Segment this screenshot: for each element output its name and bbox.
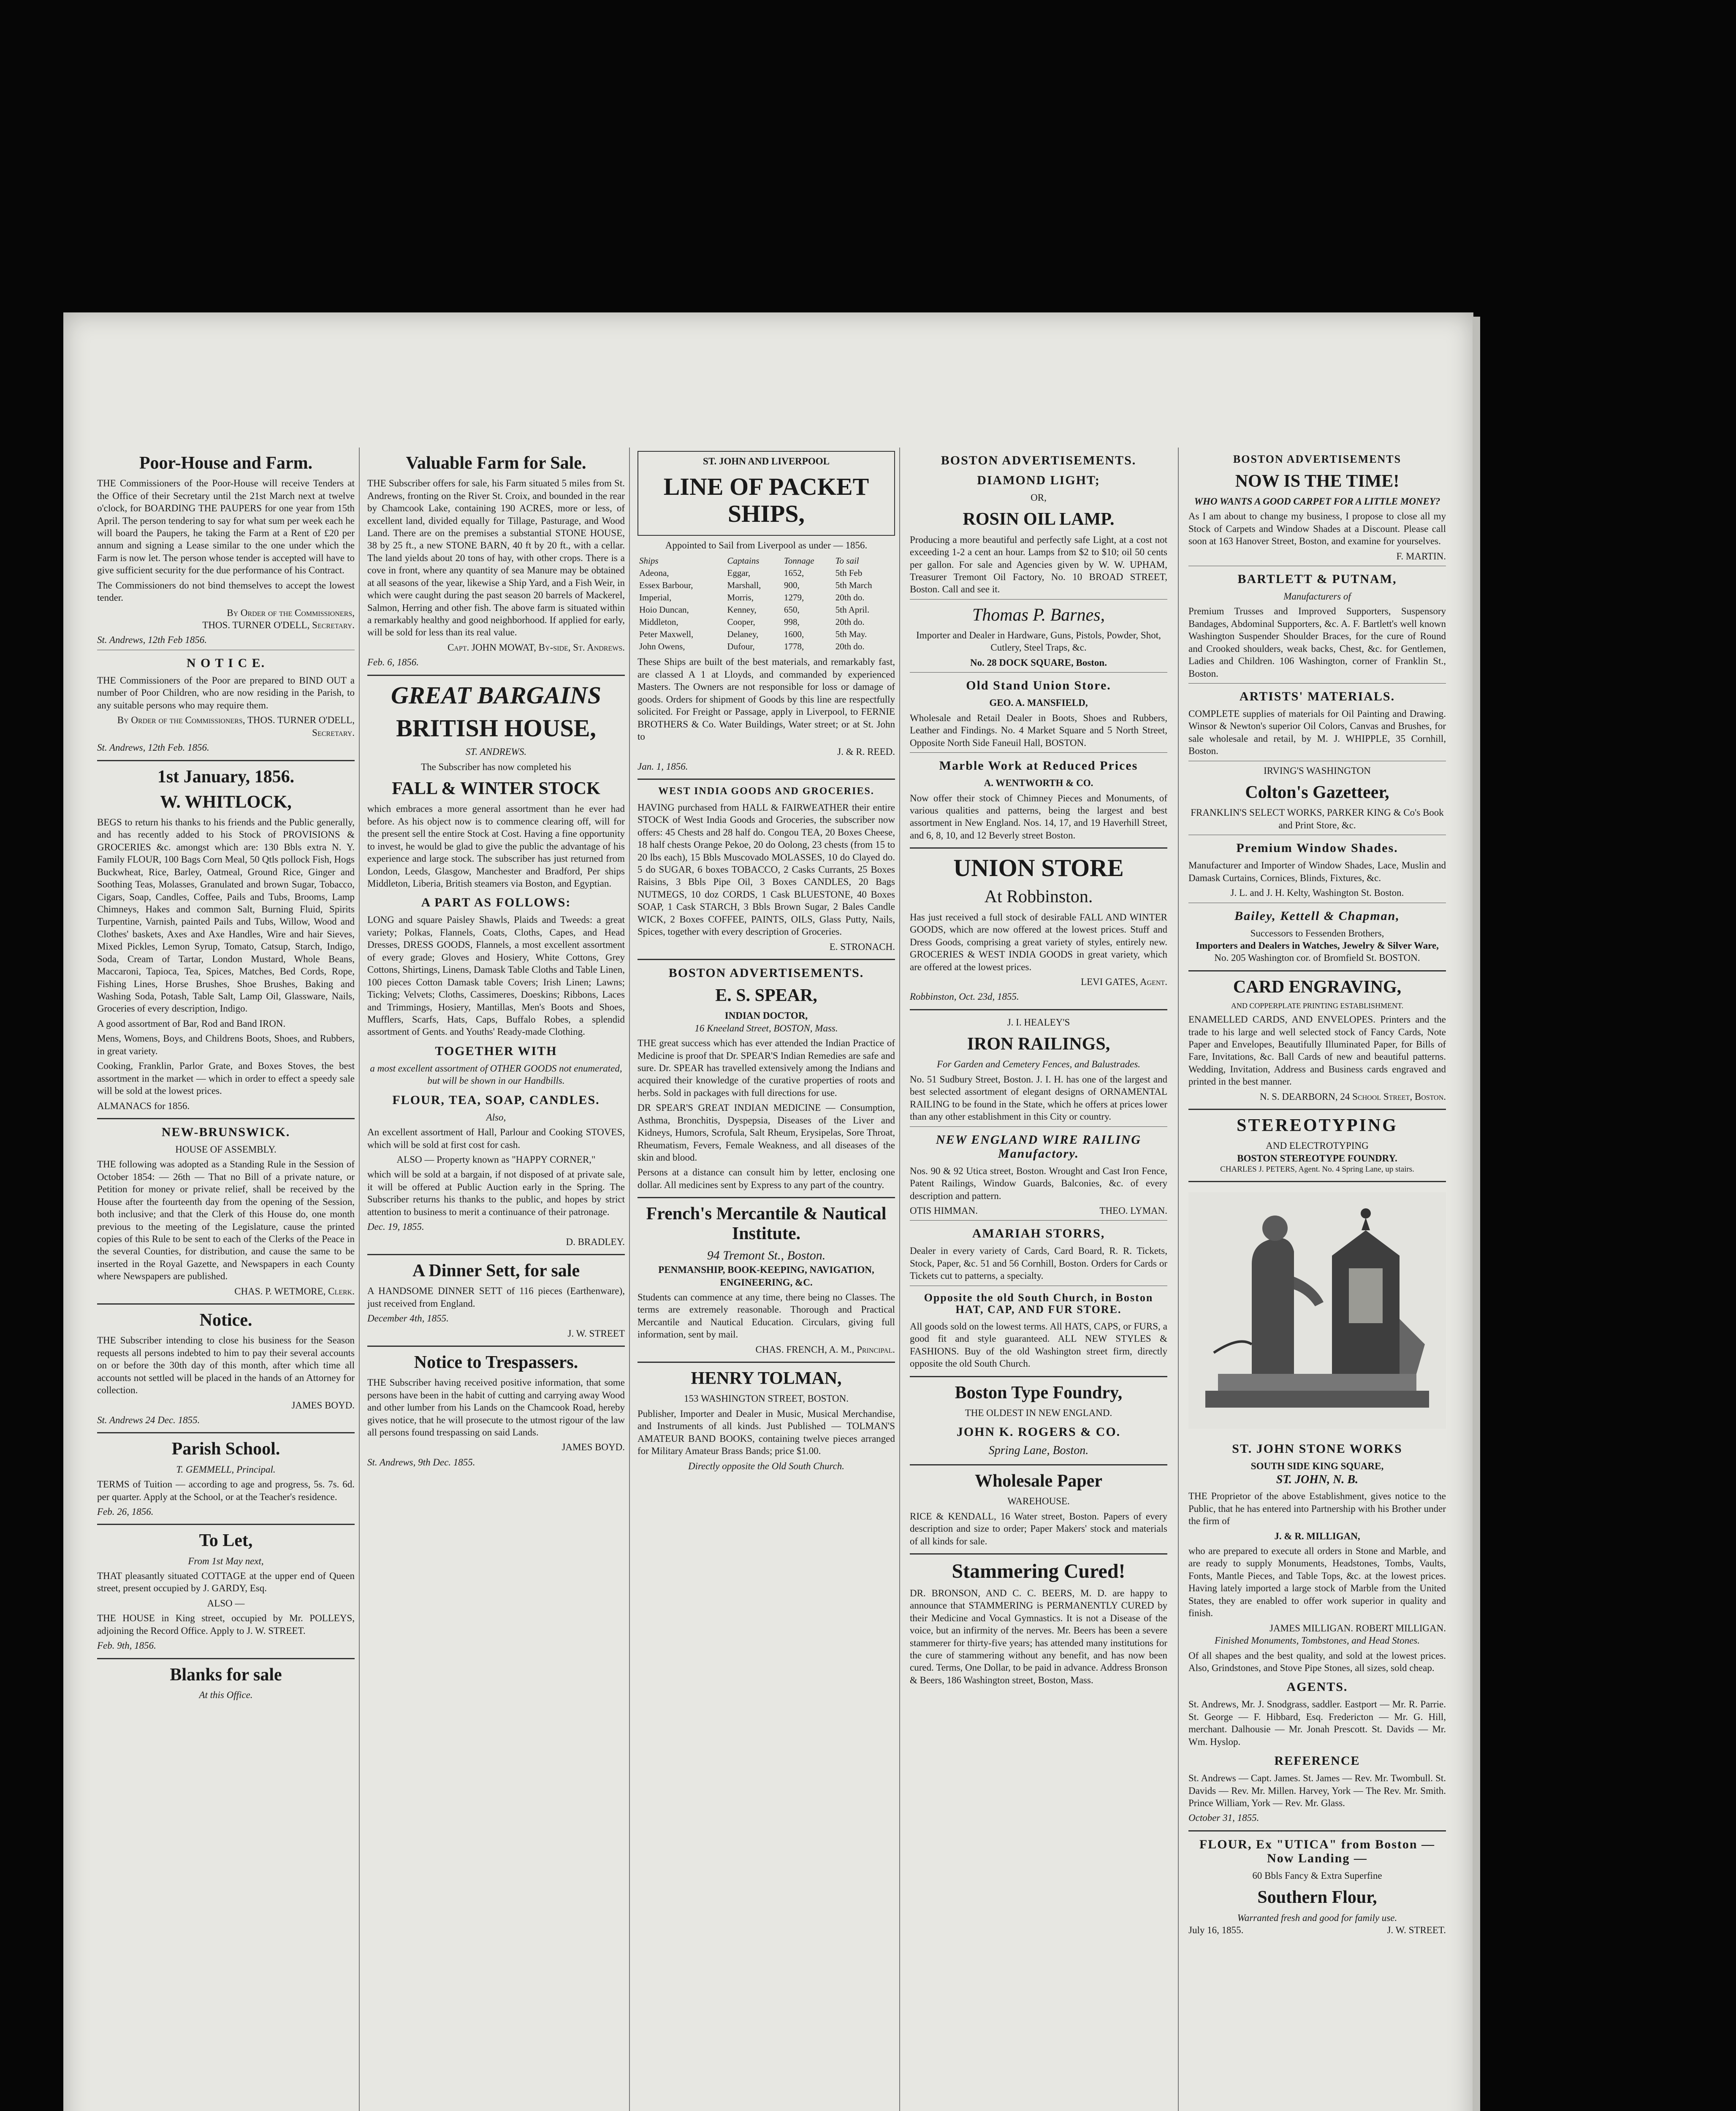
col-header: Ships: [639, 556, 659, 566]
stone-firm: J. & R. MILLIGAN,: [1274, 1530, 1360, 1541]
barnes-addr: No. 28 DOCK SQUARE, Boston.: [970, 657, 1107, 668]
ustore-sub: At Robbinston.: [984, 887, 1093, 907]
column-rule: [899, 448, 900, 2111]
agents-title: AGENTS.: [1286, 1680, 1348, 1694]
wi-sig: E. STRONACH.: [829, 941, 895, 952]
flour-note: Warranted fresh and good for family use.: [1237, 1912, 1397, 1923]
barnes-body: Importer and Dealer in Hardware, Guns, Pistols, Powder, Shot, Cutlery, Steel Traps, &c.: [916, 630, 1161, 653]
ustore-date: Robbinston, Oct. 23d, 1855.: [910, 991, 1019, 1002]
shade-sig: J. L. and J. H. Kelty, Washington St. Boston.: [1230, 887, 1404, 898]
tolman-name: HENRY TOLMAN,: [691, 1369, 842, 1389]
type-title: Boston Type Foundry,: [955, 1383, 1123, 1403]
bailey-addr: No. 205 Washington cor. of Bromfield St. BOSTON.: [1214, 952, 1420, 963]
flour-body: 60 Bbls Fancy & Extra Superfine: [1252, 1870, 1382, 1881]
dinner-body: A HANDSOME DINNER SETT of 116 pieces (Earthenware), just received from England.: [367, 1286, 625, 1309]
bargains-body2: An excellent assortment of Hall, Parlour and Cooking STOVES, which will be sold at first cost for cash.: [367, 1127, 625, 1150]
tres-body: THE Subscriber having received positive information, that some persons have been in the habit of cutting and carrying away Wood and other lumber from his Lands on the Chamcook Road, hereby gives notice, that he will prosecute to the utmost rigour of the law all persons found trespassing on said Lands.: [367, 1377, 625, 1438]
table-row: Peter Maxwell, Delaney, 1600, 5th May.: [639, 629, 867, 639]
tres-sig: JAMES BOYD.: [561, 1442, 625, 1453]
bailey-body: Importers and Dealers in Watches, Jewelry & Silver Ware,: [1196, 940, 1439, 951]
stam-body: DR. BRONSON, AND C. C. BEERS, M. D. are happy to announce that STAMMERING is PERMANENTLY CURED by their Medicine and Vocal Gymnastics. It is not a Disease of the voice, but an infirmity of the nerves. Mr. Beers has been a severe stammerer for thirty-five years; has attended many institutions for the cure of stammering without any benefit, and has now been cured. Terms, One Dollar, to be paid in advance. Address Bronson & Beers, 186 Washington street, Boston, Mass.: [910, 1587, 1167, 1685]
line-title: LINE OF PACKET SHIPS,: [663, 473, 869, 528]
table-row: Hoio Duncan, Kenney, 650, 5th April.: [639, 604, 870, 615]
line-agent: J. & R. REED.: [837, 746, 895, 757]
agents-list: St. Andrews, Mr. J. Snodgrass, saddler. Eastport — Mr. R. Parrie. St. George — F. Hibbard, Esq. Fredericton — Mr. G. Hill, merchant. Dalhousie — Mr. Jonah Prescott. St. Davids — Mr. Wm. Hyslop.: [1188, 1699, 1446, 1747]
marble-name: A. WENTWORTH & CO.: [984, 778, 1093, 789]
french-body: Students can commence at any time, there being no Classes. The terms are extremely reasonable. Thorough and Practical Mercantile and Nautical Education. Circulars, giving full information, sent by mail.: [637, 1292, 895, 1340]
dinner-date: December 4th, 1855.: [367, 1313, 449, 1324]
storrs-title: AMARIAH STORRS,: [972, 1226, 1105, 1241]
col-header: Captains: [727, 556, 760, 566]
lamp-body: Producing a more beautiful and perfectly safe Light, at a cost not exceeding 1-2 a cent an hour. Lamps from $2 to $10; oil 50 cents per gallon. For sale and Agencies given by W. W. UPHAM, Treasurer Tremont Oil Factory, No. 10 BROAD STREET, Boston. Call and see it.: [910, 534, 1167, 595]
ustore-sig: LEVI GATES, Agent.: [1081, 976, 1167, 987]
wire-sig2: THEO. LYMAN.: [1099, 1205, 1167, 1216]
spear-book: DR SPEAR'S GREAT INDIAN MEDICINE — Consumption, Asthma, Bronchitis, Dyspepsia, Diseases of the Liver and Kidneys, Humors, Scrofula, Salt Rheum, Erysipelas, Sore Throat, Rheumatism, Fevers, Female Weakness, and all diseases of the skin and blood.: [637, 1102, 895, 1163]
barnes-name: Thomas P. Barnes,: [972, 605, 1105, 625]
let-sub: From 1st May next,: [188, 1555, 264, 1566]
ref-date: October 31, 1855.: [1188, 1813, 1259, 1823]
flour-sig: J. W. STREET.: [1387, 1924, 1446, 1935]
col-header: Tonnage: [784, 556, 814, 566]
school-sub: T. GEMMELL, Principal.: [176, 1464, 276, 1475]
stone-title: ST. JOHN STONE WORKS: [1232, 1442, 1402, 1456]
column-rule: [629, 448, 630, 2111]
lamp-or: OR,: [1031, 492, 1047, 503]
bos-title-4: BOSTON ADVERTISEMENTS.: [941, 453, 1137, 467]
bos-title-3: BOSTON ADVERTISEMENTS.: [668, 966, 864, 980]
artist-body: COMPLETE supplies of materials for Oil Painting and Drawing. Winsor & Newton's superior Oil Colors, Canvas and Brushes, for sale wholesale and retail, by M. J. WHIPPLE, 35 Cornhill, Boston.: [1188, 708, 1446, 757]
stone-sig: JAMES MILLIGAN. ROBERT MILLIGAN.: [1269, 1623, 1446, 1633]
whitlock-name: W. WHITLOCK,: [160, 792, 292, 812]
paper-title: Wholesale Paper: [974, 1471, 1103, 1491]
poorhouse-note: The Commissioners do not bind themselves to accept the lowest tender.: [97, 580, 355, 603]
wi-body: HAVING purchased from HALL & FAIRWEATHER their entire STOCK of West India Goods and Groceries, the subscriber now offers: 45 Chests and 28 half do. Congou TEA, 20 Boxes Cheese, 18 half chests Orange Pekoe, 20 do Oolong, 23 chests (from 15 to 20 lbs each), 15 Bbls Muscovado MOLASSES, 10 do Clayed do. 5 do SUGAR, 6 boxes TOBACCO, 2 Casks Currants, 25 Boxes Raisins, 3 Bbls Pipe Oil, 3 Boxes CANDLES, 20 Bags NUTMEGS, 10 doz CORDS, 1 Cask BLUESTONE, 40 Boxes SOAP, 1 Cask STARCH, 3 Bbls Brown Sugar, 2 Bales Candle WICK, 2 Boxes COFFEE, PAINTS, OILS, Glass Putty, Nails, Spices, together with every description of Groceries.: [637, 802, 895, 937]
school-title: Parish School.: [171, 1439, 280, 1459]
stone-works-illustration: [1188, 1192, 1446, 1429]
bart-title: BARTLETT & PUTNAM,: [1237, 572, 1397, 586]
type-name: JOHN K. ROGERS & CO.: [956, 1425, 1121, 1439]
bailey-title: Bailey, Kettell & Chapman,: [1234, 909, 1400, 923]
bos-title-5: BOSTON ADVERTISEMENTS: [1233, 453, 1402, 465]
let-body1: THAT pleasantly situated COTTAGE at the upper end of Queen street, present occupied by J. GARDY, Esq.: [97, 1571, 355, 1594]
nb-title: NEW-BRUNSWICK.: [161, 1125, 290, 1139]
line-body: These Ships are built of the best materials, and remarkably fast, are classed A 1 at Lloyds, and commanded by experienced Masters. The Owners are not responsible for loss or damage of goods. Orders for shipment of Goods by this line are respectfully solicited. For Freight or Passage, apply in Liverpool, to FERNIE BROTHERS & Co. Water Buildings, Water street; or at St. John to: [637, 657, 895, 742]
bargains-intro: The Subscriber has now completed his: [421, 761, 571, 772]
bargains-town: ST. ANDREWS.: [465, 746, 527, 757]
column-5: [1188, 448, 1446, 1936]
school-date: Feb. 26, 1856.: [97, 1506, 154, 1517]
column-rule: [1178, 448, 1179, 2111]
tolman-note: Directly opposite the Old South Church.: [688, 1460, 845, 1471]
nb-body: THE following was adopted as a Standing Rule in the Session of October 1854: — 26th — That no Bill of a private nature, or Petition for money or private relief, shall be received by the House after the fourteenth day from the opening of the Session, both inclusive; and that the Clerk of this House do, one month previous to the meeting of the Legislature, cause the printed copies of this Rule to be sent to each of the Clerks of the Peace in the several Counties, for distribution, and cause the same to be inserted in the Royal Gazette, and Newspapers in each County where Newspapers are published.: [97, 1159, 355, 1282]
farm-body: THE Subscriber offers for sale, his Farm situated 5 miles from St. Andrews, fronting on the River St. Croix, and bounded in the rear by Chamcook Lake, containing 190 ACRES, more or less, of excellent land, divided equally for Tillage, Pasturage, and Wood Land. There are on the premises a substantial STONE HOUSE, 38 by 25 ft., a new STONE BARN, 40 ft by 20 ft., with a cellar. The land yields about 20 tons of hay, with other crops. There is a cove in front, where any quantity of sea Manure may be obtained at all seasons of the year, likewise a Ship Yard, and a Fish Weir, in which were caught during the past season 20 barrels of Mackerel, Salmon, Herring and other fish. The above farm is situated within a remarkably healthy and good neighborhood. If applied for early, will be sold for less than its real value.: [367, 478, 625, 638]
storrs-body: Dealer in every variety of Cards, Card Board, R. R. Tickets, Stock, Paper, &c. 51 and 56 Cornhill, Boston. Orders for Cards or Tickets cut to patterns, a specialty.: [910, 1245, 1167, 1281]
whitlock-body: BEGS to return his thanks to his friends and the Public generally, and has recently added to his Stock of PROVISIONS & GROCERIES &c. amongst which are: 130 Bbls extra N. Y. Family FLOUR, 100 Bags Corn Meal, 50 Qtls pollock Fish, Hogs Buckwheat, Rice, Barley, Oatmeal, Ground Rice, Ginger and Soothing Teas, Molasses, Granulated and brown Sugar, Tobacco, Cigars, Soap, Candles, Coffee, Pails and Tubs, Brooms, Lamp Chimneys, Hakes and common Salt, Burning Fluid, Spirits Turpentine, Varnish, painted Pails and Tubs, Willow, Wood and Clothes' baskets, Axes and Axe Handles, Wire and hair Sieves, Mixed Pickles, Lemon Syrup, Tomato, Catsup, Starch, Indigo, Soda, Cream of Tartar, London Mustard, Whole Beans, Maccaroni, Tapioca, Tea, Spices, Matches, Bed Cords, Rope, Fishing Lines, Horse Brushes, Shoe Brushes, Baking and Washing Soda, Potash, Table Salt, Lamp Oil, Glassware, Nails, Groceries of every description, Indigo.: [97, 817, 355, 1014]
paper-sub: WAREHOUSE.: [1007, 1496, 1070, 1507]
french-sub: PENMANSHIP, BOOK-KEEPING, NAVIGATION, ENGINEERING, &C.: [658, 1264, 874, 1288]
farm-title: Valuable Farm for Sale.: [406, 453, 586, 473]
bargains-sig: D. BRADLEY.: [566, 1236, 625, 1247]
spear-note: Persons at a distance can consult him by letter, enclosing one dollar. All medicines sent by Express to any part of the country.: [637, 1167, 895, 1190]
school-body: TERMS of Tuition — according to age and progress, 5s. 7s. 6d. per quarter. Apply at the School, or at the Teacher's residence.: [97, 1479, 355, 1502]
farm-sig: Capt. JOHN MOWAT, By-side, St. Andrews.: [447, 642, 625, 653]
spear-title: INDIAN DOCTOR,: [724, 1010, 808, 1021]
artist-title: ARTISTS' MATERIALS.: [1239, 689, 1395, 704]
wire-body: Nos. 90 & 92 Utica street, Boston. Wrought and Cast Iron Fence, Patent Railings, Window Guards, Balconies, &c. of every description and pattern.: [910, 1165, 1167, 1201]
column-1: [97, 448, 355, 1701]
column-4: [910, 448, 1167, 1689]
bargains-part: A PART AS FOLLOWS:: [421, 895, 571, 910]
irving-title: IRVING'S WASHINGTON: [1264, 765, 1371, 776]
ship-table-header: [637, 555, 895, 567]
notice-date: St. Andrews, 12th Feb. 1856.: [97, 742, 209, 753]
now-title: NOW IS THE TIME!: [1235, 471, 1400, 491]
bargains-flour: FLOUR, TEA, SOAP, CANDLES.: [392, 1093, 600, 1107]
paper-body: RICE & KENDALL, 16 Water street, Boston. Papers of every description and size to order; Paper Makers' stock and materials of all kinds for sale.: [910, 1511, 1167, 1547]
farm-date: Feb. 6, 1856.: [367, 657, 419, 668]
poorhouse-date: St. Andrews, 12th Feb 1856.: [97, 635, 207, 646]
flour-title: FLOUR, Ex "UTICA" from Boston — Now Landing —: [1199, 1837, 1435, 1865]
healey-body: No. 51 Sudbury Street, Boston. J. I. H. has one of the largest and best selected assortment of elegant designs of ORNAMENTAL RAILING to be found in the State, which he offers at prices lower than any other establishment in this City or country.: [910, 1074, 1167, 1122]
bargains-body3: which will be sold at a bargain, if not disposed of at private sale, it will be offered at Public Auction early in the Spring. The Subscriber returns his thanks to the public, and hopes by strict attention to business to merit a continuance of their patronage.: [367, 1169, 625, 1217]
notice2-sig: JAMES BOYD.: [291, 1400, 355, 1411]
table-row: John Owens, Dufour, 1778, 20th do.: [639, 641, 865, 651]
union-title: Old Stand Union Store.: [966, 678, 1111, 693]
healey-sub: For Garden and Cemetery Fences, and Balustrades.: [936, 1059, 1141, 1070]
healey-name: IRON RAILINGS,: [967, 1034, 1110, 1054]
line-sub: Appointed to Sail from Liverpool as under — 1856.: [665, 540, 868, 551]
marble-body: Now offer their stock of Chimney Pieces and Monuments, of various qualities and patterns, being the largest and best assortment in New England. Nos. 14, 17, and 19 Haverhill Street, and 6, 8, 10, and 12 Beverly street Boston.: [910, 792, 1167, 841]
page-edge: [1473, 317, 1480, 2111]
bart-sub: Manufacturers of: [1283, 591, 1351, 602]
dinner-sig: J. W. STREET: [567, 1328, 625, 1339]
blanks-sub: At this Office.: [199, 1689, 253, 1700]
lamp-name: ROSIN OIL LAMP.: [963, 510, 1115, 529]
poorhouse-body: THE Commissioners of the Poor-House will receive Tenders at the Office of their Secretary until the 21st March next at twelve o'clock, for BOARDING THE PAUPERS for one year from 15th April. The person tendering to say for what sum per week each he will board the Paupers, he taking the Farm at a Rent of £20 per annum and signing a Lease similar to the one under which the Farm is now let. The person whose tender is accepted will have to give sufficient security for the due performance of his Contract.: [97, 478, 355, 576]
wire-sig1: OTIS HIMMAN.: [910, 1205, 978, 1216]
whitlock-almanacs: ALMANACS for 1856.: [97, 1100, 190, 1111]
flour-name: Southern Flour,: [1257, 1888, 1377, 1907]
table-row: Adeona, Eggar, 1652, 5th Feb: [639, 568, 863, 578]
hat-body: All goods sold on the lowest terms. All HATS, CAPS, or FURS, a good fit and style guaranteed. ALL NEW STYLES & FASHIONS. Buy of the old Washington street firm, directly opposite the old South Church.: [910, 1321, 1167, 1369]
stone-city: ST. JOHN, N. B.: [1276, 1473, 1359, 1487]
line-top: ST. JOHN AND LIVERPOOL: [703, 456, 830, 467]
column-2: [367, 448, 625, 1471]
french-title: French's Mercantile & Nautical Institute.: [646, 1204, 887, 1243]
type-sub: THE OLDEST IN NEW ENGLAND.: [965, 1407, 1112, 1418]
bargains-list: LONG and square Paisley Shawls, Plaids and Tweeds: a great variety; Polkas, Flannels, Coats, Cloths, Capes, and Head Dresses, DRESS GOODS, Flannels, a most excellent assortment of every grade; Gloves and Hosiery, White Cottons, Grey Cottons, Shirtings, Linens, Damask Table Cloths and Table Linen, 100 pieces Cotton Damask table Covers; Irish Linen; Lawns; Ticking; Velvets; Cloths, Cassimeres, Doeskins; Ribbons, Laces and Trimmings, Hosiery, Mantillas, Men's Boots and Shoes, Mufflers, Scarfs, Hats, Caps, Buffalo Robes, a splendid assortment of Gents. and Youths' Ready-made Clothing.: [367, 914, 625, 1037]
bargains-title: GREAT BARGAINS: [391, 681, 601, 709]
hat-title: Opposite the old South Church, in Boston HAT, CAP, AND FUR STORE.: [924, 1291, 1153, 1316]
stereo-sig: CHARLES J. PETERS, Agent. No. 4 Spring Lane, up stairs.: [1220, 1165, 1414, 1174]
tres-title: Notice to Trespassers.: [414, 1353, 578, 1373]
now-sub: WHO WANTS A GOOD CARPET FOR A LITTLE MONEY?: [1194, 496, 1440, 507]
notice2-title: Notice.: [199, 1311, 252, 1330]
let-date: Feb. 9th, 1856.: [97, 1640, 156, 1651]
ship-table: [637, 555, 895, 652]
let-body2: THE HOUSE in King street, occupied by Mr. POLLEYS, adjoining the Record Office. Apply to J. W. STREET.: [97, 1613, 355, 1636]
stone-sub: SOUTH SIDE KING SQUARE,: [1250, 1461, 1384, 1471]
nb-sig: CHAS. P. WETMORE, Clerk.: [234, 1286, 355, 1297]
bargains-house: BRITISH HOUSE,: [396, 714, 596, 742]
marble-title: Marble Work at Reduced Prices: [939, 759, 1138, 773]
whitlock-iron: A good assortment of Bar, Rod and Band IRON.: [97, 1018, 286, 1029]
bargains-other: a most excellent assortment of OTHER GOODS not enumerated, but will be shown in our Handbills.: [370, 1063, 622, 1086]
french-sig: CHAS. FRENCH, A. M., Principal.: [755, 1344, 895, 1355]
lamp-title: DIAMOND LIGHT;: [977, 473, 1100, 487]
tolman-addr: 153 WASHINGTON STREET, BOSTON.: [684, 1393, 849, 1404]
bart-body: Premium Trusses and Improved Supporters, Suspensory Bandages, Abdominal Supporters, &c. A. F. Bartlett's well known Washington Suspender Shoulder Braces, for the cure of Round and Crooked shoulders, weak backs, Chest, &c. for Gentlemen, Ladies and Children. 106 Washington, corner of Franklin St., Boston.: [1188, 606, 1446, 679]
poorhouse-sig1: By Order of the Commissioners,: [227, 607, 355, 618]
bargains-corner: ALSO — Property known as "HAPPY CORNER,": [396, 1154, 596, 1165]
table-row: Middleton, Cooper, 998, 20th do.: [639, 616, 865, 627]
union-body: Wholesale and Retail Dealer in Boots, Shoes and Rubbers, Leather and Findings. No. 4 Market Square and 5 North Street, Opposite North Side Faneuil Hall, BOSTON.: [910, 712, 1167, 748]
colton-body: FRANKLIN'S SELECT WORKS, PARKER KING & Co's Book and Print Store, &c.: [1191, 807, 1444, 830]
notice2-date: St. Andrews 24 Dec. 1855.: [97, 1415, 200, 1425]
stereo-title: STEREOTYPING: [1237, 1116, 1398, 1136]
poorhouse-title: Poor-House and Farm.: [139, 453, 313, 473]
stereo-name: BOSTON STEREOTYPE FOUNDRY.: [1237, 1153, 1397, 1164]
stone-body2: who are prepared to execute all orders in Stone and Marble, and are ready to supply Monuments, Headstones, Tombs, Vaults, Fonts, Mantle Pieces, and Table Tops, &c. at the lowest prices. Having lately imported a large stock of Marble from the United States, they are enabled to offer work superior in quality and finish.: [1188, 1546, 1446, 1619]
table-row: Essex Barbour, Marshall, 900, 5th March: [639, 580, 872, 591]
whitlock-boots: Mens, Womens, Boys, and Childrens Boots, Shoes, and Rubbers, in great variety.: [97, 1033, 355, 1056]
let-title: To Let,: [199, 1531, 253, 1551]
dinner-title: A Dinner Sett, for sale: [412, 1261, 580, 1281]
shade-body: Manufacturer and Importer of Window Shades, Lace, Muslin and Damask Curtains, Cornices, Blinds, Fixtures, &c.: [1188, 860, 1446, 883]
col-header: To sail: [835, 556, 859, 566]
stam-title: Stammering Cured!: [952, 1560, 1126, 1583]
bargains-together: TOGETHER WITH: [435, 1044, 557, 1058]
spear-name: E. S. SPEAR,: [715, 986, 817, 1006]
tolman-body: Publisher, Importer and Dealer in Music, Musical Merchandise, and Instruments of all kinds. Just Published — TOLMAN'S AMATEUR BAND BOOKS, containing twelve pieces arranged for Military Amateur Brass Bands; price $1.00.: [637, 1408, 895, 1457]
let-also: ALSO —: [207, 1598, 245, 1609]
stone-body: THE Proprietor of the above Establishment, gives notice to the Public, that he has entered into Partnership with his Brother under the firm of: [1188, 1491, 1446, 1527]
notice-body: THE Commissioners of the Poor are prepared to BIND OUT a number of Poor Children, who are now residing in the Parish, to any suitable persons who may require them.: [97, 675, 355, 711]
stone-also: Finished Monuments, Tombstones, and Head Stones.: [1215, 1635, 1420, 1646]
union-name: GEO. A. MANSFIELD,: [989, 697, 1088, 708]
column-3: [637, 448, 895, 1475]
line-date: Jan. 1, 1856.: [637, 761, 688, 772]
notice-title: N O T I C E.: [186, 656, 266, 670]
table-row: Imperial, Morris, 1279, 20th do.: [639, 592, 865, 603]
ustore-body: Has just received a full stock of desirable FALL AND WINTER GOODS, which are now offered at the lowest prices. Stuff and Dress Goods, comprising a great variety of styles, entirely new. GROCERIES & WEST INDIA GOODS in great variety, which are offered at the lowest prices.: [910, 912, 1167, 972]
notice-sig: By Order of the Commissioners, THOS. TURNER O'DELL, Secretary.: [117, 715, 355, 738]
column-rule: [359, 448, 360, 2111]
flour-date: July 16, 1855.: [1188, 1924, 1244, 1935]
poorhouse-sig2: THOS. TURNER O'DELL, Secretary.: [202, 620, 355, 630]
wire-title: NEW ENGLAND WIRE RAILING Manufactory.: [936, 1132, 1142, 1161]
bargains-body: which embraces a more general assortment than he ever had before. As his object now is to commence clearing off, will for the present sell the entire Stock at Cost. Having a fine opportunity to invest, he would be glad to give the public the advantage of his experience and large stock. The subscriber has just returned from London, Leeds, Glasgow, Manchester and Bradford, Per ships Middleton, Liberia, British steamers via Boston, and Egyptian.: [367, 803, 625, 889]
blanks-title: Blanks for sale: [170, 1665, 282, 1685]
card-sub: AND COPPERPLATE PRINTING ESTABLISHMENT.: [1231, 1001, 1404, 1010]
whitlock-date: 1st January, 1856.: [157, 767, 295, 787]
bargains-also: Also,: [486, 1112, 506, 1123]
bargains-stock: FALL & WINTER STOCK: [392, 779, 600, 799]
bailey-sub: Successors to Fessenden Brothers,: [1250, 928, 1384, 939]
french-addr: 94 Tremont St., Boston.: [707, 1248, 826, 1262]
type-addr: Spring Lane, Boston.: [988, 1444, 1089, 1457]
spear-addr: 16 Kneeland Street, BOSTON, Mass.: [694, 1023, 838, 1034]
card-body: ENAMELLED CARDS, AND ENVELOPES. Printers and the trade to his large and well selected stock of Fancy Cards, Note Paper and Envelopes, Beautifully Illuminated Paper, for Bills of Fare, Invitations, &c. Ball Cards of new and beautiful patterns. Wedding, Invitation, Address and Business cards engraved and printed in the best manner.: [1188, 1014, 1446, 1087]
stereo-sub: AND ELECTROTYPING: [1266, 1140, 1369, 1151]
card-title: CARD ENGRAVING,: [1233, 977, 1402, 997]
ustore-title: UNION STORE: [953, 854, 1124, 882]
card-sig: N. S. DEARBORN, 24 School Street, Boston.: [1259, 1091, 1446, 1102]
colton-title: Colton's Gazetteer,: [1245, 783, 1389, 803]
spear-body: THE great success which has ever attended the Indian Practice of Medicine is proof that Dr. SPEAR'S Indian Remedies are safe and sure. Dr. SPEAR has travelled extensively among the Indians and acquired their knowledge of the curative properties of roots and herbs. Sold in packages with full directions for use.: [637, 1038, 895, 1098]
ref-list: St. Andrews — Capt. James. St. James — Rev. Mr. Twombull. St. Davids — Rev. Mr. Millen. Harvey, York — The Rev. Mr. Smith. Prince William, York — Rev. Mr. Glass.: [1188, 1773, 1446, 1809]
healey-title: J. I. HEALEY'S: [1007, 1017, 1070, 1028]
notice2-body: THE Subscriber intending to close his business for the Season requests all persons indebted to him to pay their several accounts on or before the 30th day of this month, after which time all accounts not settled will be placed in the hands of an Attorney for collection.: [97, 1335, 355, 1396]
wi-title: WEST INDIA GOODS AND GROCERIES.: [658, 786, 874, 797]
whitlock-stoves: Cooking, Franklin, Parlor Grate, and Boxes Stoves, the best assortment in the market — which in order to effect a speedy sale will be sold at the lowest prices.: [97, 1061, 355, 1096]
nb-sub: HOUSE OF ASSEMBLY.: [175, 1144, 277, 1155]
bargains-date: Dec. 19, 1855.: [367, 1221, 424, 1232]
now-sig: F. MARTIN.: [1396, 551, 1446, 562]
now-body: As I am about to change my business, I propose to close all my Stock of Carpets and Window Shades at a Discount. Please call soon at 163 Hanover Street, Boston, and examine for yourselves.: [1188, 511, 1446, 547]
newspaper-page: [63, 312, 1473, 2111]
stone-body3: Of all shapes and the best quality, and sold at the lowest prices. Also, Grindstones, and Stove Pipe Stones, all sizes, sold cheap.: [1188, 1650, 1446, 1673]
shade-title: Premium Window Shades.: [1236, 841, 1398, 855]
tres-date: St. Andrews, 9th Dec. 1855.: [367, 1457, 475, 1468]
ref-title: REFERENCE: [1274, 1754, 1360, 1768]
